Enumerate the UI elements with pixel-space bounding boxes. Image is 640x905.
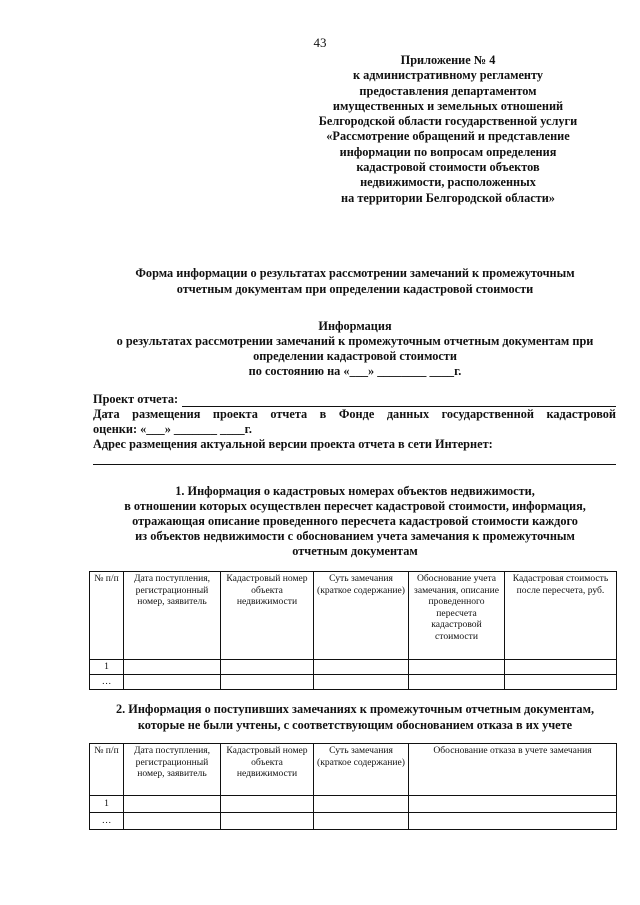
section1-line: 1. Информация о кадастровых номерах объектов недвижимости, — [175, 484, 535, 498]
appendix-line: на территории Белгородской области» — [341, 190, 555, 205]
table-cell — [314, 796, 409, 813]
table-row — [90, 796, 617, 813]
address-label: Адрес размещения актуальной версии проекта отчета в сети Интернет: — [93, 437, 493, 451]
table-header-cell: Кадастровый номер объекта недвижимости — [221, 744, 314, 796]
table-cell: 1 — [90, 796, 124, 813]
section1-line: отчетным документам — [292, 544, 418, 558]
address-blank-line — [93, 456, 616, 465]
table-header-cell: Суть замечания (краткое содержание) — [314, 572, 409, 660]
appendix-line: недвижимости, расположенных — [360, 175, 536, 190]
project-field — [93, 392, 616, 407]
table-cell — [221, 675, 314, 690]
table-cell — [221, 813, 314, 830]
table-cell — [221, 660, 314, 675]
section1-line: отражающая описание проведенного пересчета кадастровой стоимости каждого — [132, 514, 578, 528]
appendix-line: к административному регламенту — [352, 68, 544, 83]
table-cell — [124, 796, 221, 813]
date-field-line2: оценки: «___» _______ ____г. — [93, 422, 252, 436]
table-row — [90, 660, 617, 675]
table-cell — [314, 660, 409, 675]
section2-line: которые не были учтены, с соответствующим обоснованием отказа в их учете — [137, 718, 573, 732]
form-title-line: отчетным документам при определении кадастровой стоимости — [176, 282, 534, 296]
appendix-line: имущественных и земельных отношений — [332, 98, 564, 113]
table-cell — [221, 796, 314, 813]
section1-line: из объектов недвижимости с обоснованием учета замечания к промежуточным — [135, 529, 575, 543]
table-cell: … — [90, 813, 124, 830]
appendix-line: «Рассмотрение обращений и представление — [326, 129, 570, 144]
info-heading-line: определении кадастровой стоимости — [253, 349, 457, 363]
appendix-line: Приложение № 4 — [400, 53, 496, 67]
info-heading-line: по состоянию на «___» ________ ____г. — [248, 364, 462, 378]
project-label: Проект отчета: — [93, 392, 179, 406]
table-header-cell: Дата поступления, регистрационный номер, заявитель — [124, 744, 221, 796]
info-title: Информация — [318, 319, 392, 333]
section1-heading — [90, 484, 620, 559]
table-header-cell: Обоснование отказа в учете замечания — [409, 744, 617, 796]
date-field-line1: Дата размещения проекта отчета в Фонде данных государственной кадастровой — [93, 407, 616, 421]
table-cell — [314, 675, 409, 690]
table-cell — [124, 660, 221, 675]
table-header-row — [90, 572, 617, 660]
table-header-row — [90, 744, 617, 796]
table-cell — [124, 675, 221, 690]
table-header-cell: № п/п — [90, 572, 124, 660]
form-title — [90, 265, 620, 297]
page-number: 43 — [313, 35, 327, 50]
table-cell — [409, 813, 617, 830]
table-row — [90, 813, 617, 830]
table-header-cell: Кадастровая стоимость после пересчета, руб. — [505, 572, 617, 660]
info-heading — [90, 319, 620, 379]
info-heading-line: о результатах рассмотрении замечаний к промежуточным отчетным документам при — [116, 334, 594, 348]
table-header-cell: Обоснование учета замечания, описание проведенного пересчета кадастровой стоимости — [409, 572, 505, 660]
table-cell — [124, 813, 221, 830]
appendix-line: предоставления департаментом — [359, 83, 537, 98]
table-cell — [505, 675, 617, 690]
form-title-line: Форма информации о результатах рассмотрении замечаний к промежуточным — [135, 266, 575, 280]
table-cell — [409, 660, 505, 675]
appendix-line: Белгородской области государственной услуги — [318, 114, 578, 129]
section1-table — [89, 571, 617, 690]
table-header-cell: Дата поступления, регистрационный номер, заявитель — [124, 572, 221, 660]
table-cell: 1 — [90, 660, 124, 675]
table-cell — [409, 675, 505, 690]
project-blank-line — [182, 394, 616, 407]
report-fields — [93, 392, 616, 465]
table-cell: … — [90, 675, 124, 690]
appendix-line: кадастровой стоимости объектов — [356, 160, 540, 175]
appendix-line: информации по вопросам определения — [339, 144, 557, 159]
table-cell — [409, 796, 617, 813]
table-cell — [505, 660, 617, 675]
section2-line: 2. Информация о поступивших замечаниях к промежуточным отчетным документам, — [115, 702, 595, 716]
table-row — [90, 675, 617, 690]
table-cell — [314, 813, 409, 830]
table-header-cell: № п/п — [90, 744, 124, 796]
section2-table — [89, 743, 617, 830]
table-header-cell: Кадастровый номер объекта недвижимости — [221, 572, 314, 660]
appendix-header — [300, 53, 596, 206]
table-header-cell: Суть замечания (краткое содержание) — [314, 744, 409, 796]
section2-heading — [90, 701, 620, 733]
section1-line: в отношении которых осуществлен пересчет кадастровой стоимости, информация, — [124, 499, 586, 513]
